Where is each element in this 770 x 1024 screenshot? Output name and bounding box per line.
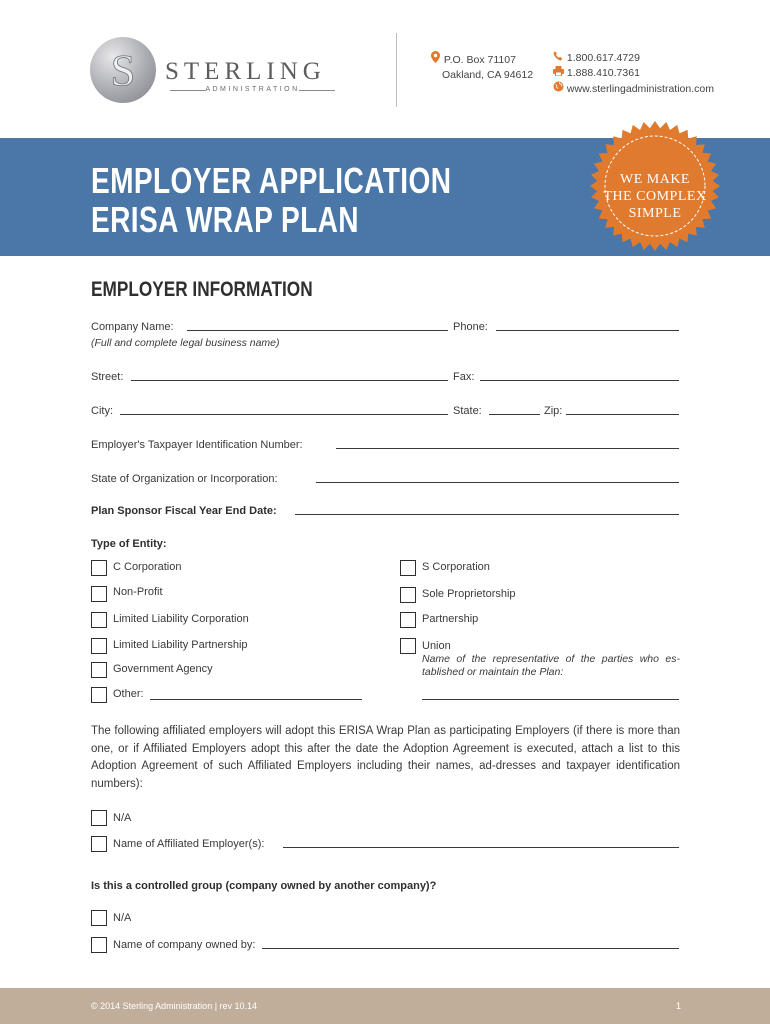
badge-text-line-2: THE COMPLEX [603,189,707,204]
other-checkbox[interactable] [91,687,107,703]
fax-icon [552,66,564,81]
union-checkbox[interactable] [400,638,416,654]
entity-type-heading: Type of Entity: [91,538,167,550]
union-representative-hint: Name of the representative of the parties who es-tablished or maintain the Plan: [422,653,680,678]
fiscal-year-label: Plan Sponsor Fiscal Year End Date: [91,505,277,517]
llp-checkbox[interactable] [91,638,107,654]
fax-label: Fax: [453,371,475,383]
government-agency-checkbox[interactable] [91,662,107,678]
fax-number: 1.888.410.7361 [566,67,640,79]
other-label: Other: [113,688,144,700]
affiliated-na-label: N/A [113,812,132,824]
website-url[interactable]: www.sterlingadministration.com [566,83,714,95]
svg-text:S: S [110,46,136,95]
controlled-na-checkbox[interactable] [91,910,107,926]
ein-label: Employer's Taxpayer Identification Number: [91,439,303,451]
llc-checkbox[interactable] [91,612,107,628]
street-label: Street: [91,371,124,383]
company-name-label: Company Name: [91,321,174,333]
address-block [429,51,533,83]
non-profit-checkbox[interactable] [91,586,107,602]
affiliated-name-field[interactable] [283,847,679,848]
state-field[interactable] [489,414,540,415]
llp-label: Limited Liability Partnership [113,639,248,651]
brand-subtitle: ADMINISTRATION [170,86,335,93]
title-line-1: EMPLOYER APPLICATION [91,160,452,201]
union-label: Union [422,640,451,652]
location-pin-icon [429,51,441,68]
sole-proprietorship-label: Sole Proprietorship [422,588,516,600]
partnership-checkbox[interactable] [400,612,416,628]
footer-copyright: © 2014 Sterling Administration | rev 10.14 [91,1001,258,1011]
city-label: City: [91,405,113,417]
state-organization-label: State of Organization or Incorporation: [91,473,278,485]
phone-label: Phone: [453,321,488,333]
badge-text-line-1: WE MAKE [620,172,690,187]
zip-field[interactable] [566,414,679,415]
address-line-1: P.O. Box 71107 [443,54,516,66]
llc-label: Limited Liability Corporation [113,613,249,625]
affiliated-name-checkbox[interactable] [91,836,107,852]
controlled-na-label: N/A [113,912,132,924]
city-field[interactable] [120,414,448,415]
c-corporation-checkbox[interactable] [91,560,107,576]
section-heading-employer-info: EMPLOYER INFORMATION [91,278,313,301]
government-agency-label: Government Agency [113,663,213,675]
owned-by-checkbox[interactable] [91,937,107,953]
street-field[interactable] [131,380,448,381]
c-corporation-label: C Corporation [113,561,182,573]
ein-field[interactable] [336,448,679,449]
header-divider [396,33,397,107]
contact-block [552,51,714,97]
state-organization-field[interactable] [316,482,679,483]
owned-by-label: Name of company owned by: [113,939,256,951]
globe-icon [552,81,564,97]
controlled-group-question: Is this a controlled group (company owned by another company)? [91,880,437,892]
partnership-label: Partnership [422,613,479,625]
s-corporation-label: S Corporation [422,561,490,573]
title-line-2: ERISA WRAP PLAN [91,199,359,240]
other-field[interactable] [150,699,362,700]
badge-text-line-3: SIMPLE [628,206,682,221]
brand-name: STERLING [165,58,326,85]
non-profit-label: Non-Profit [113,586,163,598]
address-line-2: Oakland, CA 94612 [442,69,534,81]
footer-page-number: 1 [676,1001,682,1011]
company-name-field[interactable] [187,330,448,331]
owned-by-field[interactable] [262,948,679,949]
sterling-logo-mark [90,37,156,103]
fax-field[interactable] [480,380,679,381]
state-label: State: [453,405,482,417]
sole-proprietorship-checkbox[interactable] [400,587,416,603]
affiliated-name-label: Name of Affiliated Employer(s): [113,838,265,850]
zip-label: Zip: [544,405,563,417]
affiliated-na-checkbox[interactable] [91,810,107,826]
phone-number: 1.800.617.4729 [566,52,640,64]
phone-icon [552,51,564,66]
s-corporation-checkbox[interactable] [400,560,416,576]
union-representative-field[interactable] [422,699,679,700]
affiliated-employers-paragraph: The following affiliated employers will adopt this ERISA Wrap Plan as participating Employers (if there is more than one, or if Affiliated Employers adopt this after the date the Adoption Agreement is executed, attach a list to this Adoption Agreement of such Affiliated Employers including their names, ad-dresses and taxpayer identification numbers): [91,725,680,790]
company-name-hint: (Full and complete legal business name) [91,337,280,349]
phone-field[interactable] [496,330,679,331]
fiscal-year-field[interactable] [295,514,679,515]
